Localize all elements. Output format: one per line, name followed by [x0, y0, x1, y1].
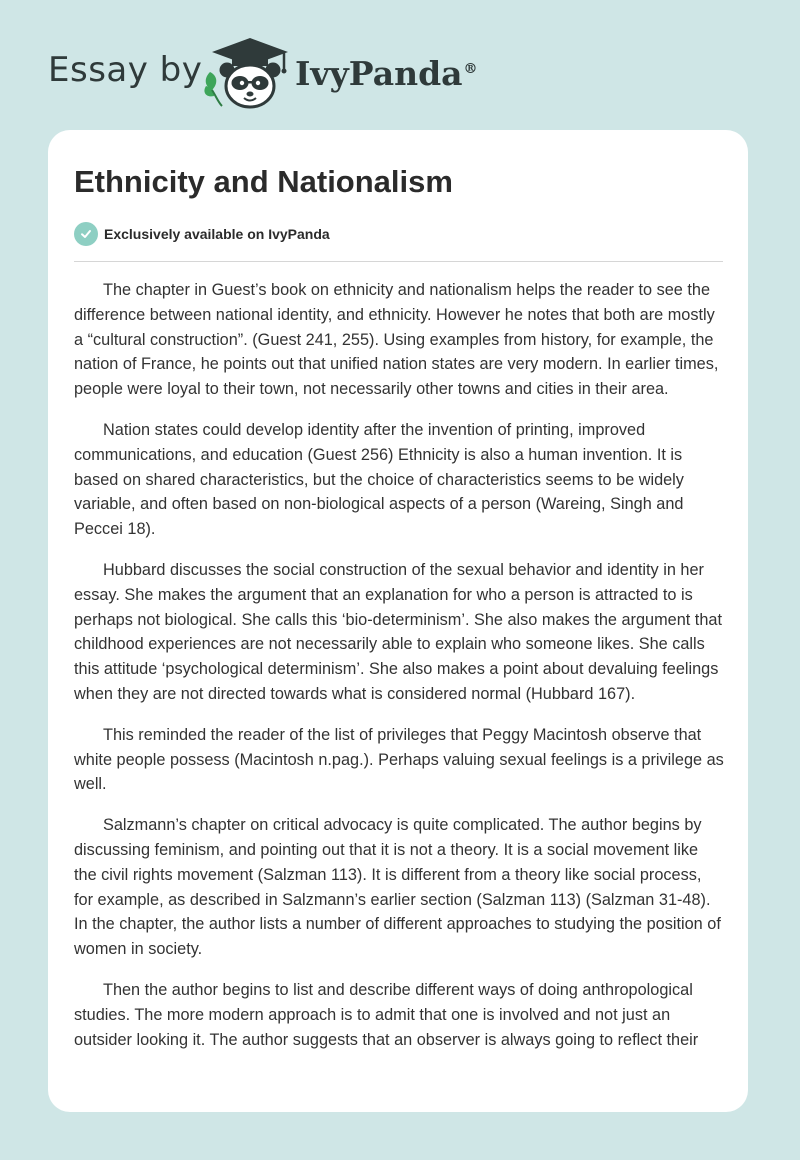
- paragraph: Then the author begins to list and describe different ways of doing anthropological studies. The more modern approach is to admit that one is involved and not just an outsider looking it. The author suggests that an observer is always going to reflect their: [74, 980, 699, 1049]
- check-circle-icon: [74, 222, 98, 246]
- paragraph: Hubbard discusses the social construction of the sexual behavior and identity in her essay. She makes the argument that an explanation for who a person is attracted to is perhaps not biological. She calls this ‘bio-determinism’. She also makes the argument that childhood experiences are not necessarily able to explain who someone likes. She calls this attitude ‘psychological determinism’. She also makes a point about devaluing feelings when they are not directed towards what is considered normal (Hubbard 167).: [74, 560, 722, 703]
- registered-mark: ®: [463, 61, 478, 77]
- ivy-leaf-icon: [204, 72, 222, 106]
- divider: [74, 261, 723, 262]
- site-header: [0, 0, 800, 130]
- paragraph: Nation states could develop identity after the invention of printing, improved communications, and education (Guest 256) Ethnicity is also a human invention. It is based on shared characteristics, but the choice of characteristics seems to be widely variable, and often based on non-biological aspects of a person (Wareing, Singh and Peccei 18).: [74, 420, 684, 539]
- paragraph: Salzmann’s chapter on critical advocacy is quite complicated. The author begins by discussing feminism, and pointing out that it is not a theory. It is a social movement like the civil rights movement (Salzman 113). It is different from a theory like social process, for example, as described in Salzmann’s earlier section (Salzman 113) (Salzman 31-48). In the chapter, the author lists a number of different approaches to studying the position of women in society.: [74, 816, 721, 959]
- brand-prefix: Essay by: [48, 50, 203, 90]
- exclusive-label: Exclusively available on IvyPanda: [104, 226, 330, 242]
- paragraph: This reminded the reader of the list of privileges that Peggy Macintosh observe that white people possess (Macintosh n.pag.). Perhaps valuing sexual feelings is a privilege as well.: [74, 725, 724, 794]
- brand-name-text: IvyPanda: [295, 54, 463, 93]
- exclusive-badge: [74, 222, 330, 246]
- brand-name[interactable]: [295, 54, 478, 93]
- paragraph: The chapter in Guest’s book on ethnicity and nationalism helps the reader to see the difference between national identity, and ethnicity. However he notes that both are mostly a “cultural construction”. (Guest 241, 255). Using examples from history, for example, the nation of France, he points out that unified nation states are very modern. In earlier times, people were loyal to their town, not necessarily other towns and cities in their area.: [74, 281, 719, 399]
- page-title: Ethnicity and Nationalism: [74, 164, 453, 199]
- panda-graduate-icon: [200, 36, 294, 110]
- article-body: [74, 278, 724, 1068]
- logo[interactable]: [200, 36, 294, 110]
- essay-card: [48, 130, 748, 1112]
